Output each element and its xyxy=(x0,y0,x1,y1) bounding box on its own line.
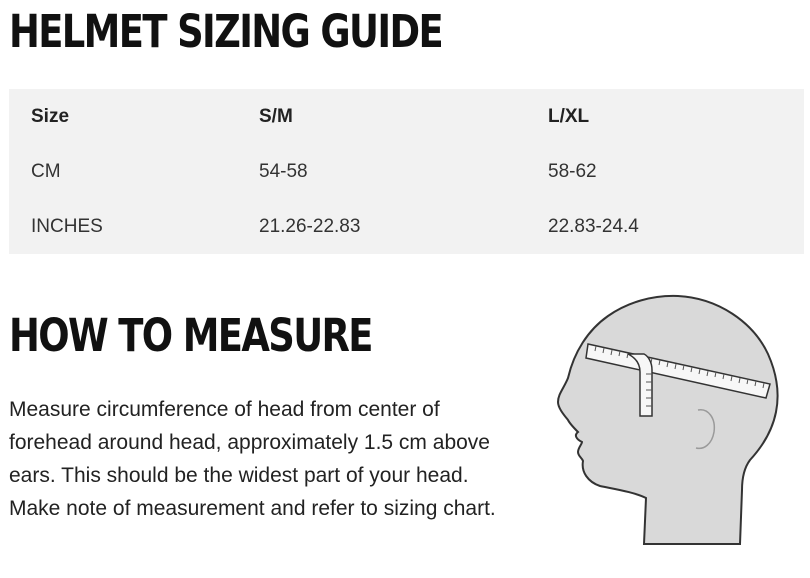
header-size: Size xyxy=(31,105,70,127)
table-header-row xyxy=(9,89,804,144)
row-label-cm: CM xyxy=(31,160,61,182)
cell-cm-l-xl: 58-62 xyxy=(548,160,597,182)
table-row xyxy=(9,199,804,254)
cell-inches-l-xl: 22.83-24.4 xyxy=(548,215,639,237)
table-row xyxy=(9,144,804,199)
row-label-inches: INCHES xyxy=(31,215,103,237)
cell-cm-s-m: 54-58 xyxy=(259,160,308,182)
head-silhouette xyxy=(558,296,778,544)
how-to-measure-title: HOW TO MEASURE xyxy=(9,309,372,362)
sizing-guide-title: HELMET SIZING GUIDE xyxy=(9,5,443,58)
cell-inches-s-m: 21.26-22.83 xyxy=(259,215,361,237)
size-table xyxy=(9,89,804,254)
head-with-measuring-tape-icon xyxy=(548,292,788,550)
measure-instructions: Measure circumference of head from center of forehead around head, approximately 1.5 cm above ears. This should be the widest part of your head. Make note of measurement and refer to sizing chart. xyxy=(9,398,496,520)
header-l-xl: L/XL xyxy=(548,105,590,127)
header-s-m: S/M xyxy=(259,105,293,127)
